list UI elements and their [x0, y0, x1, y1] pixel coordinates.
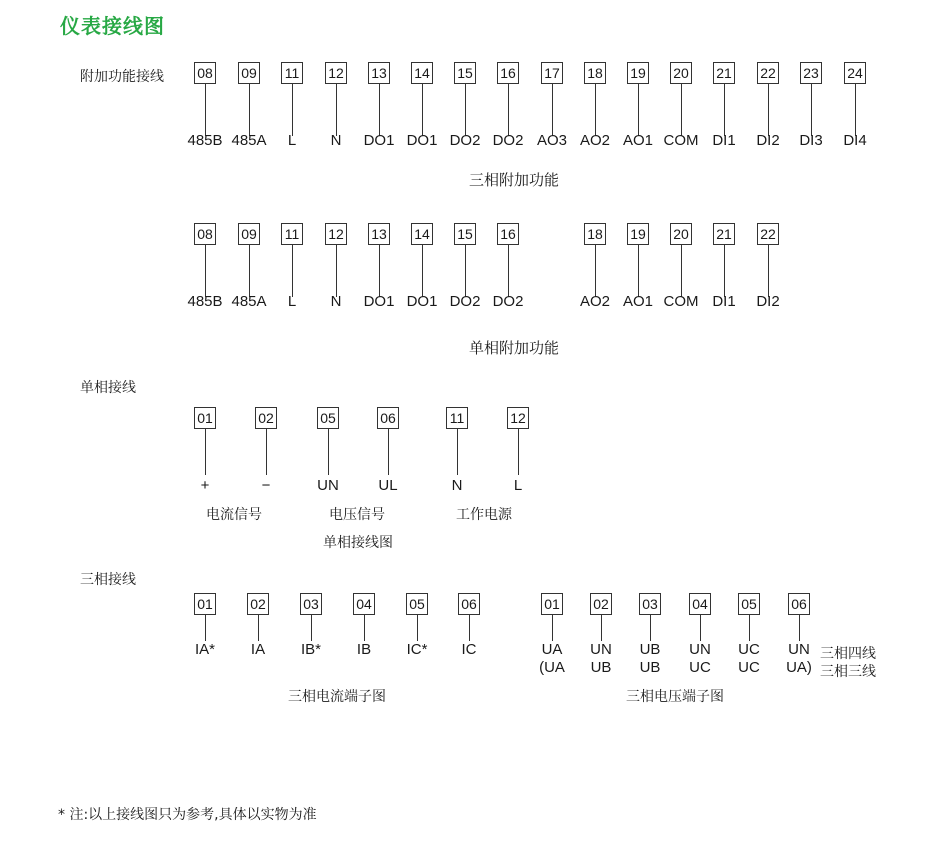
terminal-label: UN — [788, 641, 810, 658]
terminal-number: 02 — [255, 407, 277, 429]
terminal-label: AO1 — [622, 132, 654, 149]
terminal — [406, 593, 428, 658]
terminal-label: AO2 — [579, 132, 611, 149]
terminal — [579, 62, 611, 149]
terminal-number: 05 — [406, 593, 428, 615]
terminal-label: 485A — [231, 132, 267, 149]
section-label-additional: 附加功能接线 — [80, 69, 164, 85]
terminal — [300, 593, 322, 658]
terminal — [492, 62, 524, 149]
group-label-voltage-signal: 电压信号 — [329, 507, 385, 523]
terminal-wire — [811, 84, 812, 136]
terminal-label: IB — [356, 641, 372, 658]
terminal — [663, 62, 699, 149]
terminal — [622, 62, 654, 149]
terminal — [458, 593, 480, 658]
terminal-label: DI4 — [843, 132, 867, 149]
terminal — [363, 223, 395, 310]
terminal — [590, 593, 612, 676]
terminal-wire — [249, 84, 250, 136]
terminal-label: + — [200, 477, 210, 494]
terminal — [663, 223, 699, 310]
terminal-label-alt: UC — [738, 659, 760, 676]
terminal-number: 06 — [458, 593, 480, 615]
terminal-number: 05 — [317, 407, 339, 429]
terminal-wire — [422, 84, 423, 136]
terminal — [187, 223, 223, 310]
terminal-number: 05 — [738, 593, 760, 615]
terminal-label: IA — [250, 641, 266, 658]
terminal-label: IC* — [406, 641, 428, 658]
terminal-wire — [724, 245, 725, 297]
terminal-wire — [601, 615, 602, 641]
terminal-wire — [388, 429, 389, 475]
terminal — [406, 223, 438, 310]
terminal-number: 01 — [541, 593, 563, 615]
terminal-number: 03 — [300, 593, 322, 615]
terminal-number: 24 — [844, 62, 866, 84]
terminal-wire — [768, 245, 769, 297]
terminal — [231, 223, 267, 310]
terminal-number: 23 — [800, 62, 822, 84]
terminal-wire — [681, 245, 682, 297]
footnote: * 注:以上接线图只为参考,具体以实物为准 — [58, 807, 317, 823]
terminal — [712, 223, 736, 310]
terminal-label: UN — [689, 641, 711, 658]
terminal-number: 19 — [627, 223, 649, 245]
terminal — [738, 593, 760, 676]
terminal — [255, 407, 277, 494]
terminal — [449, 62, 481, 149]
terminal-label: 485B — [187, 293, 223, 310]
terminal — [579, 223, 611, 310]
terminal-number: 20 — [670, 223, 692, 245]
terminal-number: 12 — [325, 62, 347, 84]
terminal-wire — [508, 245, 509, 297]
terminal-label: UN — [590, 641, 612, 658]
terminal-wire — [724, 84, 725, 136]
terminal — [353, 593, 375, 658]
terminal-number: 18 — [584, 223, 606, 245]
terminal-label: L — [513, 477, 523, 494]
terminal-label: DO1 — [406, 132, 438, 149]
terminal — [756, 62, 780, 149]
terminal — [194, 593, 216, 658]
terminal — [689, 593, 711, 676]
terminal-label: DI2 — [756, 132, 780, 149]
terminal-label: UL — [378, 477, 398, 494]
caption-three-phase-additional: 三相附加功能 — [469, 171, 560, 189]
terminal — [281, 223, 303, 310]
terminal-wire — [205, 429, 206, 475]
terminal-wire — [364, 615, 365, 641]
terminal-number: 11 — [281, 62, 303, 84]
terminal-label-alt: UB — [639, 659, 661, 676]
terminal-number: 14 — [411, 62, 433, 84]
terminal-label: DO1 — [363, 132, 395, 149]
section-label-three-phase: 三相接线 — [80, 572, 136, 588]
terminal-wire — [205, 245, 206, 297]
terminal-wire — [552, 615, 553, 641]
terminal-wire — [417, 615, 418, 641]
terminal-number: 11 — [281, 223, 303, 245]
caption-three-phase-current-terminal: 三相电流端子图 — [288, 689, 386, 705]
terminal-wire — [595, 245, 596, 297]
terminal-wire — [258, 615, 259, 641]
terminal-label: IC — [461, 641, 477, 658]
terminal-wire — [799, 615, 800, 641]
terminal-number: 11 — [446, 407, 468, 429]
terminal-wire — [638, 84, 639, 136]
terminal-wire — [681, 84, 682, 136]
terminal — [539, 593, 565, 676]
terminal-number: 02 — [590, 593, 612, 615]
terminal — [492, 223, 524, 310]
terminal-number: 12 — [325, 223, 347, 245]
terminal-label: UN — [317, 477, 339, 494]
terminal-number: 08 — [194, 223, 216, 245]
terminal-label: 485A — [231, 293, 267, 310]
terminal-label: L — [287, 293, 297, 310]
caption-single-phase-wiring: 单相接线图 — [323, 535, 393, 551]
terminal — [712, 62, 736, 149]
terminal-wire — [205, 615, 206, 641]
terminal — [377, 407, 399, 494]
terminal-label: 485B — [187, 132, 223, 149]
terminal-label-alt: (UA — [539, 659, 565, 676]
terminal-wire — [336, 84, 337, 136]
terminal — [187, 62, 223, 149]
terminal-wire — [292, 245, 293, 297]
terminal — [449, 223, 481, 310]
terminal-number: 13 — [368, 62, 390, 84]
terminal — [317, 407, 339, 494]
terminal-number: 15 — [454, 62, 476, 84]
terminal-label: UC — [738, 641, 760, 658]
terminal-label: AO3 — [536, 132, 568, 149]
terminal-wire — [465, 245, 466, 297]
terminal — [799, 62, 823, 149]
terminal-label: COM — [663, 132, 699, 149]
terminal-label: DI3 — [799, 132, 823, 149]
terminal-label: AO2 — [579, 293, 611, 310]
terminal-number: 03 — [639, 593, 661, 615]
terminal-number: 12 — [507, 407, 529, 429]
terminal-wire — [266, 429, 267, 475]
group-label-current-signal: 电流信号 — [206, 507, 262, 523]
terminal-number: 08 — [194, 62, 216, 84]
terminal-label: DO2 — [449, 293, 481, 310]
terminal-label: DO1 — [406, 293, 438, 310]
terminal-label: UA — [541, 641, 563, 658]
mode-label-three-phase-three-wire: 三相三线 — [820, 664, 876, 680]
terminal-wire — [508, 84, 509, 136]
terminal-number: 19 — [627, 62, 649, 84]
terminal-number: 13 — [368, 223, 390, 245]
group-label-working-power: 工作电源 — [456, 507, 512, 523]
terminal-number: 15 — [454, 223, 476, 245]
terminal-wire — [379, 84, 380, 136]
terminal — [194, 407, 216, 494]
terminal-wire — [638, 245, 639, 297]
terminal-number: 09 — [238, 223, 260, 245]
terminal — [843, 62, 867, 149]
terminal-number: 04 — [689, 593, 711, 615]
terminal-wire — [311, 615, 312, 641]
terminal-number: 06 — [377, 407, 399, 429]
terminal-wire — [205, 84, 206, 136]
terminal-label-alt: UB — [590, 659, 612, 676]
terminal-number: 18 — [584, 62, 606, 84]
terminal — [786, 593, 812, 676]
terminal-label: DO2 — [492, 132, 524, 149]
caption-single-phase-additional: 单相附加功能 — [469, 339, 560, 357]
terminal-label: L — [287, 132, 297, 149]
terminal-wire — [855, 84, 856, 136]
terminal-wire — [457, 429, 458, 475]
terminal-number: 06 — [788, 593, 810, 615]
terminal-number: 01 — [194, 593, 216, 615]
terminal-number: 22 — [757, 62, 779, 84]
terminal-number: 02 — [247, 593, 269, 615]
terminal-wire — [700, 615, 701, 641]
terminal-label: AO1 — [622, 293, 654, 310]
terminal-number: 17 — [541, 62, 563, 84]
terminal — [231, 62, 267, 149]
terminal-number: 20 — [670, 62, 692, 84]
terminal-label: IA* — [194, 641, 216, 658]
terminal-wire — [292, 84, 293, 136]
terminal-wire — [768, 84, 769, 136]
terminal-wire — [328, 429, 329, 475]
section-label-single-phase: 单相接线 — [80, 380, 136, 396]
terminal-wire — [518, 429, 519, 475]
terminal — [363, 62, 395, 149]
terminal-wire — [249, 245, 250, 297]
terminal — [406, 62, 438, 149]
terminal-label: COM — [663, 293, 699, 310]
terminal-number: 14 — [411, 223, 433, 245]
terminal — [281, 62, 303, 149]
terminal-wire — [469, 615, 470, 641]
terminal — [325, 223, 347, 310]
terminal-number: 09 — [238, 62, 260, 84]
terminal — [622, 223, 654, 310]
terminal-wire — [379, 245, 380, 297]
terminal — [507, 407, 529, 494]
terminal-number: 04 — [353, 593, 375, 615]
terminal-number: 16 — [497, 62, 519, 84]
terminal-wire — [422, 245, 423, 297]
terminal-label: DI1 — [712, 132, 736, 149]
terminal-wire — [749, 615, 750, 641]
page-title: 仪表接线图 — [60, 14, 165, 38]
mode-label-three-phase-four-wire: 三相四线 — [820, 646, 876, 662]
terminal — [639, 593, 661, 676]
terminal-label: DO2 — [492, 293, 524, 310]
terminal-label: DO1 — [363, 293, 395, 310]
terminal — [446, 407, 468, 494]
terminal-wire — [552, 84, 553, 136]
terminal-label: − — [261, 477, 271, 494]
terminal-label: N — [330, 132, 342, 149]
terminal-label: DO2 — [449, 132, 481, 149]
terminal-wire — [650, 615, 651, 641]
terminal — [756, 223, 780, 310]
terminal-label: DI1 — [712, 293, 736, 310]
terminal-number: 21 — [713, 62, 735, 84]
terminal-label: UB — [639, 641, 661, 658]
terminal-label: N — [451, 477, 463, 494]
terminal — [536, 62, 568, 149]
terminal-wire — [595, 84, 596, 136]
caption-three-phase-voltage-terminal: 三相电压端子图 — [626, 689, 724, 705]
terminal-number: 01 — [194, 407, 216, 429]
terminal-number: 16 — [497, 223, 519, 245]
terminal — [325, 62, 347, 149]
terminal — [247, 593, 269, 658]
terminal-label-alt: UA) — [786, 659, 812, 676]
terminal-label: DI2 — [756, 293, 780, 310]
terminal-number: 21 — [713, 223, 735, 245]
terminal-number: 22 — [757, 223, 779, 245]
terminal-label: N — [330, 293, 342, 310]
terminal-wire — [336, 245, 337, 297]
terminal-wire — [465, 84, 466, 136]
terminal-label: IB* — [300, 641, 322, 658]
terminal-label-alt: UC — [689, 659, 711, 676]
